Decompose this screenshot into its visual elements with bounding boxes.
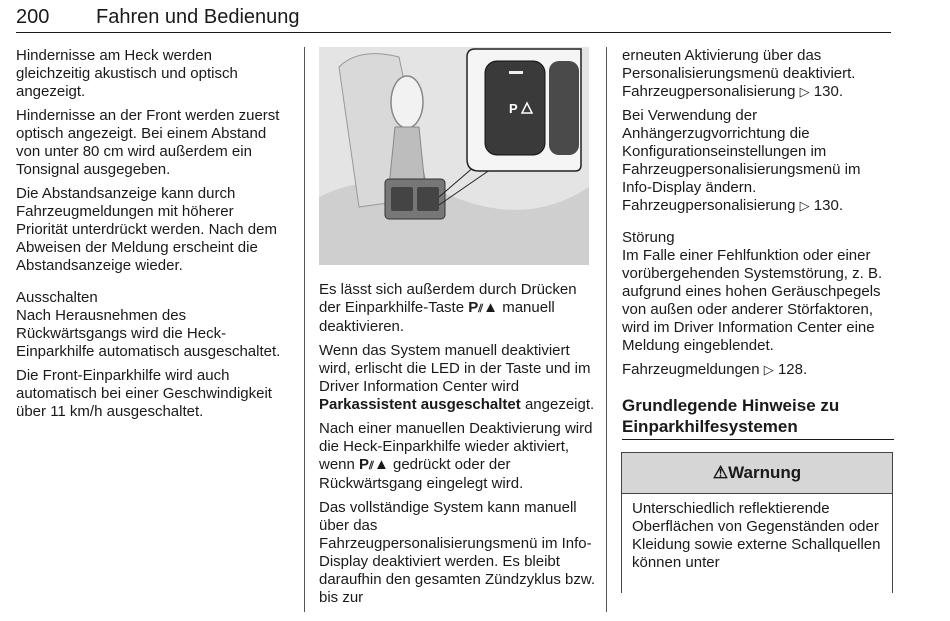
column-left <box>16 47 288 427</box>
page-reference-arrow-icon: ▷ <box>799 84 810 99</box>
warning-body: Unterschiedlich reflektierende Oberflächen von Gegenständen oder Kleidung sowie externe Schallquellen können unter <box>632 500 881 571</box>
paragraph: Hindernisse an der Front werden zuerst optisch angezeigt. Bei einem Abstand von unter 80 cm wird außerdem ein Tonsignal ausgegeben. <box>16 107 280 178</box>
paragraph: Die Abstandsanzeige kann durch Fahrzeugmeldungen mit höherer Priorität unterdrückt werden. Nach dem Abweisen der Meldung erscheint die Abstandsanzeige wieder. <box>16 185 277 274</box>
warning-triangle-icon: ⚠ <box>712 463 729 482</box>
page-reference-arrow-icon: ▷ <box>799 198 810 213</box>
paragraph: Fahrzeugmeldungen ▷ 128. <box>622 361 808 378</box>
paragraph: Hindernisse am Heck werden gleichzeitig akustisch und optisch angezeigt. <box>16 47 238 100</box>
column-middle <box>319 281 595 613</box>
paragraph: Bei Verwendung der Anhängerzugvorrichtung die Konfigurationseinstellungen im Fahrzeugpersonalisierungsmenü im Info-Display ändern. Fahrzeugpersonalisierung ▷ 130. <box>622 107 861 214</box>
park-assist-button-figure <box>319 47 589 265</box>
paragraph: Es lässt sich außerdem durch Drücken der Einparkhilfe-Taste P⫽▲ manuell deaktivieren. <box>319 281 577 335</box>
paragraph: Nach Herausnehmen des Rückwärtsgangs wird die Heck-Einparkhilfe automatisch ausgeschaltet. <box>16 307 281 360</box>
page-number: 200 <box>16 6 50 28</box>
page-header <box>16 6 891 33</box>
subheading-stoerung: Störung <box>622 229 675 246</box>
paragraph: Die Front-Einparkhilfe wird auch automatisch bei einer Geschwindigkeit über 11 km/h ausgeschaltet. <box>16 367 272 420</box>
paragraph: erneuten Aktivierung über das Personalisierungsmenü deaktiviert. Fahrzeugpersonalisierung ▷ 130. <box>622 47 856 100</box>
subheading-ausschalten: Ausschalten <box>16 289 98 306</box>
paragraph: Im Falle einer Fehlfunktion oder einer vorübergehenden Systemstörung, z. B. aufgrund eines hohen Geräuschpegels von außen oder anderer Störfaktoren, wird im Driver Information Center eine Meldung eingeblendet. <box>622 247 883 354</box>
warning-title: Warnung <box>728 463 802 482</box>
section-heading: Grundlegende Hinweise zu Einparkhilfesystemen <box>622 395 894 440</box>
page-reference[interactable]: 128 <box>777 361 803 378</box>
page-reference-arrow-icon: ▷ <box>763 362 774 377</box>
page-reference[interactable]: 130 <box>813 197 839 214</box>
paragraph: Nach einer manuellen Deaktivierung wird die Heck-Einparkhilfe wieder aktiviert, wenn P⫽▲ gedrückt oder der Rückwärtsgang eingelegt wird. <box>319 420 593 492</box>
column-divider <box>304 47 305 612</box>
park-assist-icon: P⫽▲ <box>359 456 389 473</box>
paragraph: Das vollständige System kann manuell über das Fahrzeugpersonalisierungsmenü im Info-Display deaktiviert werden. Es bleibt daraufhin den gesamten Zündzyklus bzw. bis zur <box>319 499 595 606</box>
column-divider <box>606 47 607 612</box>
park-assist-icon: P⫽▲ <box>468 299 499 316</box>
page-reference[interactable]: 130 <box>813 83 839 100</box>
paragraph: Wenn das System manuell deaktiviert wird, erlischt die LED in der Taste und im Driver Information Center wird Parkassistent ausgeschaltet angezeigt. <box>319 342 595 413</box>
page-title: Fahren und Bedienung <box>96 6 300 28</box>
column-right <box>622 47 894 440</box>
park-button-label: P <box>509 101 518 116</box>
dic-message: Parkassistent ausgeschaltet <box>319 396 521 413</box>
warning-box <box>621 452 893 593</box>
console-illustration <box>319 47 589 265</box>
warning-header <box>622 453 892 494</box>
